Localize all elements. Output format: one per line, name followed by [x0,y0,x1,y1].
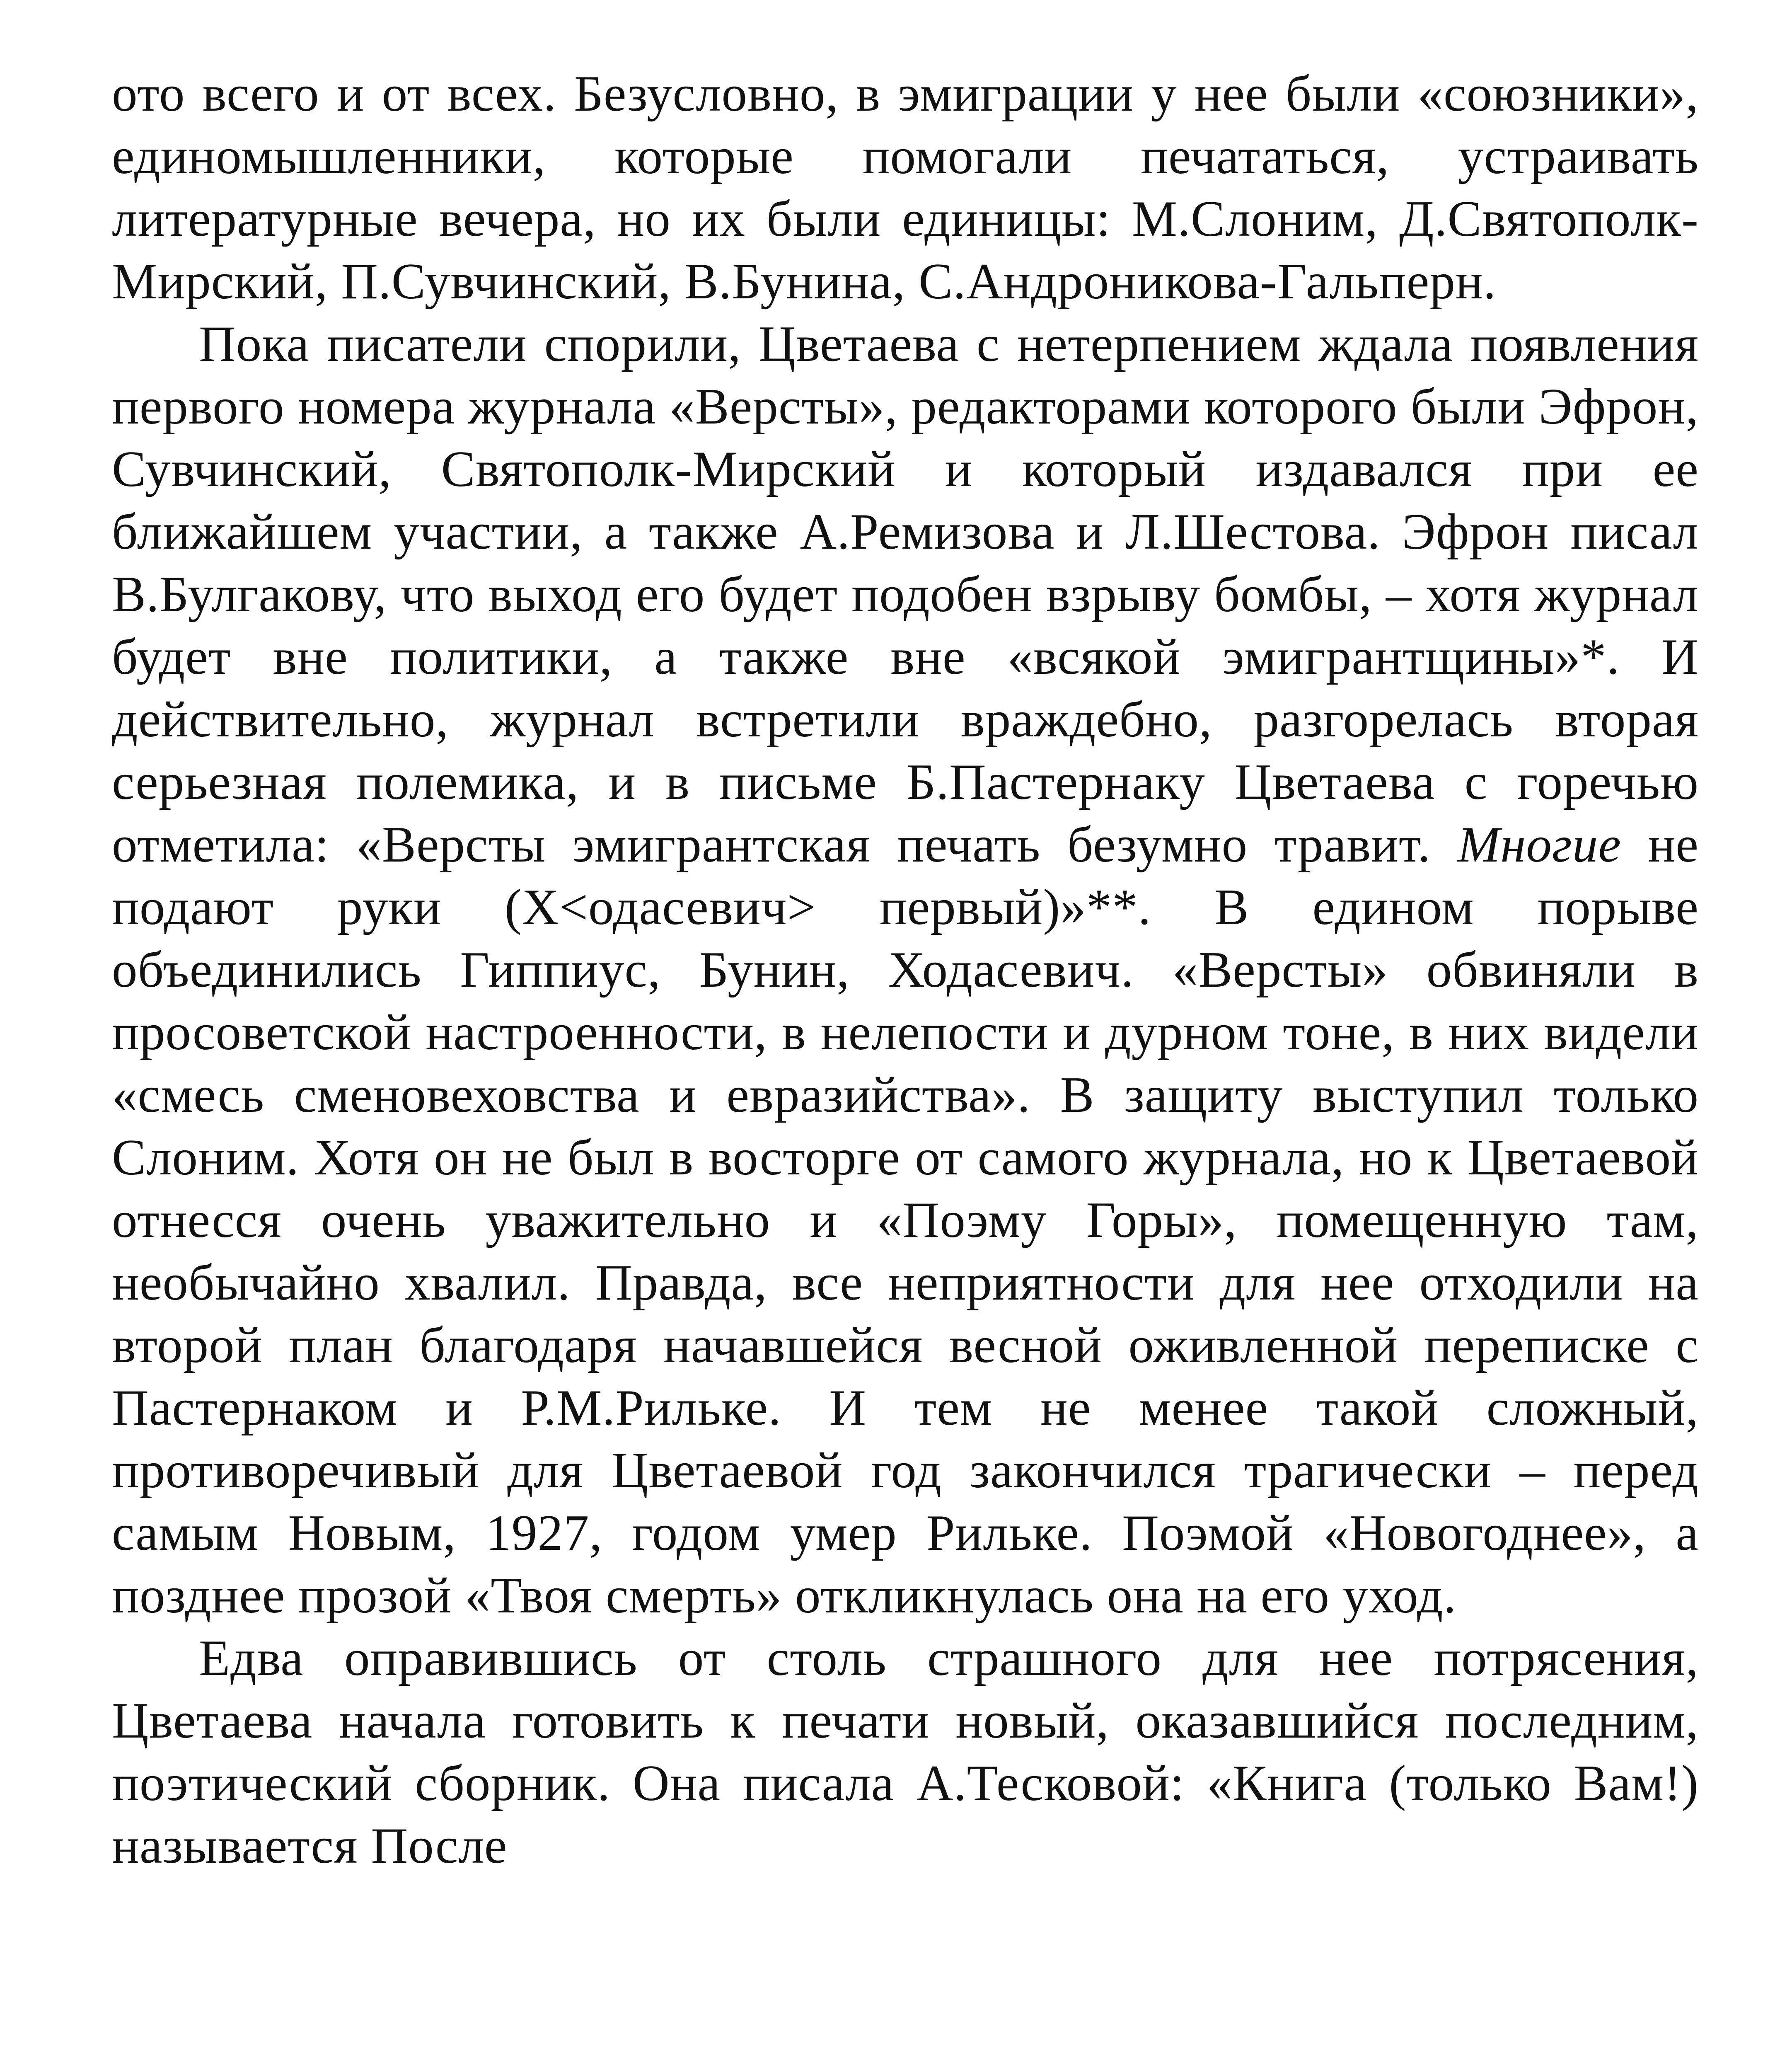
body-text [112,62,1699,1877]
paragraph-2-italic: Многие [1457,816,1621,873]
paragraph-2-part-2: не подают руки (Х<одасевич> первый)»**. В едином порыве объединились Гиппиус, Бунин, Ходасевич. «Версты» обвиняли в просоветской настроенности, в нелепости и дурном тоне, в них видели «смесь сменовеховства и евразийства». В защиту выступил только Слоним. Хотя он не был в восторге от самого журнала, но к Цветаевой отнесся очень уважительно и «Поэму Горы», помещенную там, необычайно хвалил. Правда, все неприятности для нее отходили на второй план благодаря начавшейся весной оживленной переписке с Пастернаком и Р.М.Рильке. И тем не менее такой сложный, противоречивый для Цветаевой год закончился трагически – перед самым Новым, 1927, годом умер Рильке. Поэмой «Новогоднее», а позднее прозой «Твоя смерть» откликнулась она на его уход. [112,816,1699,1624]
paragraph-3: Едва оправившись от столь страшного для нее потрясения, Цветаева начала готовить к печати новый, оказавшийся последним, поэтический сборник. Она писала А.Тесковой: «Книга (только Вам!) называется После [112,1629,1699,1874]
paragraph-2 [112,312,1699,1627]
paragraph-2-part-1: Пока писатели спорили, Цветаева с нетерпением ждала появления первого номера журнала «Версты», редакторами которого были Эфрон, Сувчинский, Святополк-Мирский и который издавался при ее ближайшем участии, а также А.Ремизова и Л.Шестова. Эфрон писал В.Булгакову, что выход его будет подобен взрыву бомбы, – хотя журнал будет вне политики, а также вне «всякой эмигрантщины»*. И действительно, журнал встретили враждебно, разгорелась вторая серьезная полемика, и в письме Б.Пастернаку Цветаева с горечью отметила: «Версты эмигрантская печать безумно травит. [112,315,1699,873]
paragraph-1: ото всего и от всех. Безусловно, в эмиграции у нее были «союзники», единомышленники, которые помогали печататься, устраивать литературные вечера, но их были единицы: М.Слоним, Д.Святополк-Мирский, П.Сувчинский, В.Бунина, С.Андроникова-Гальперн. [112,65,1699,310]
